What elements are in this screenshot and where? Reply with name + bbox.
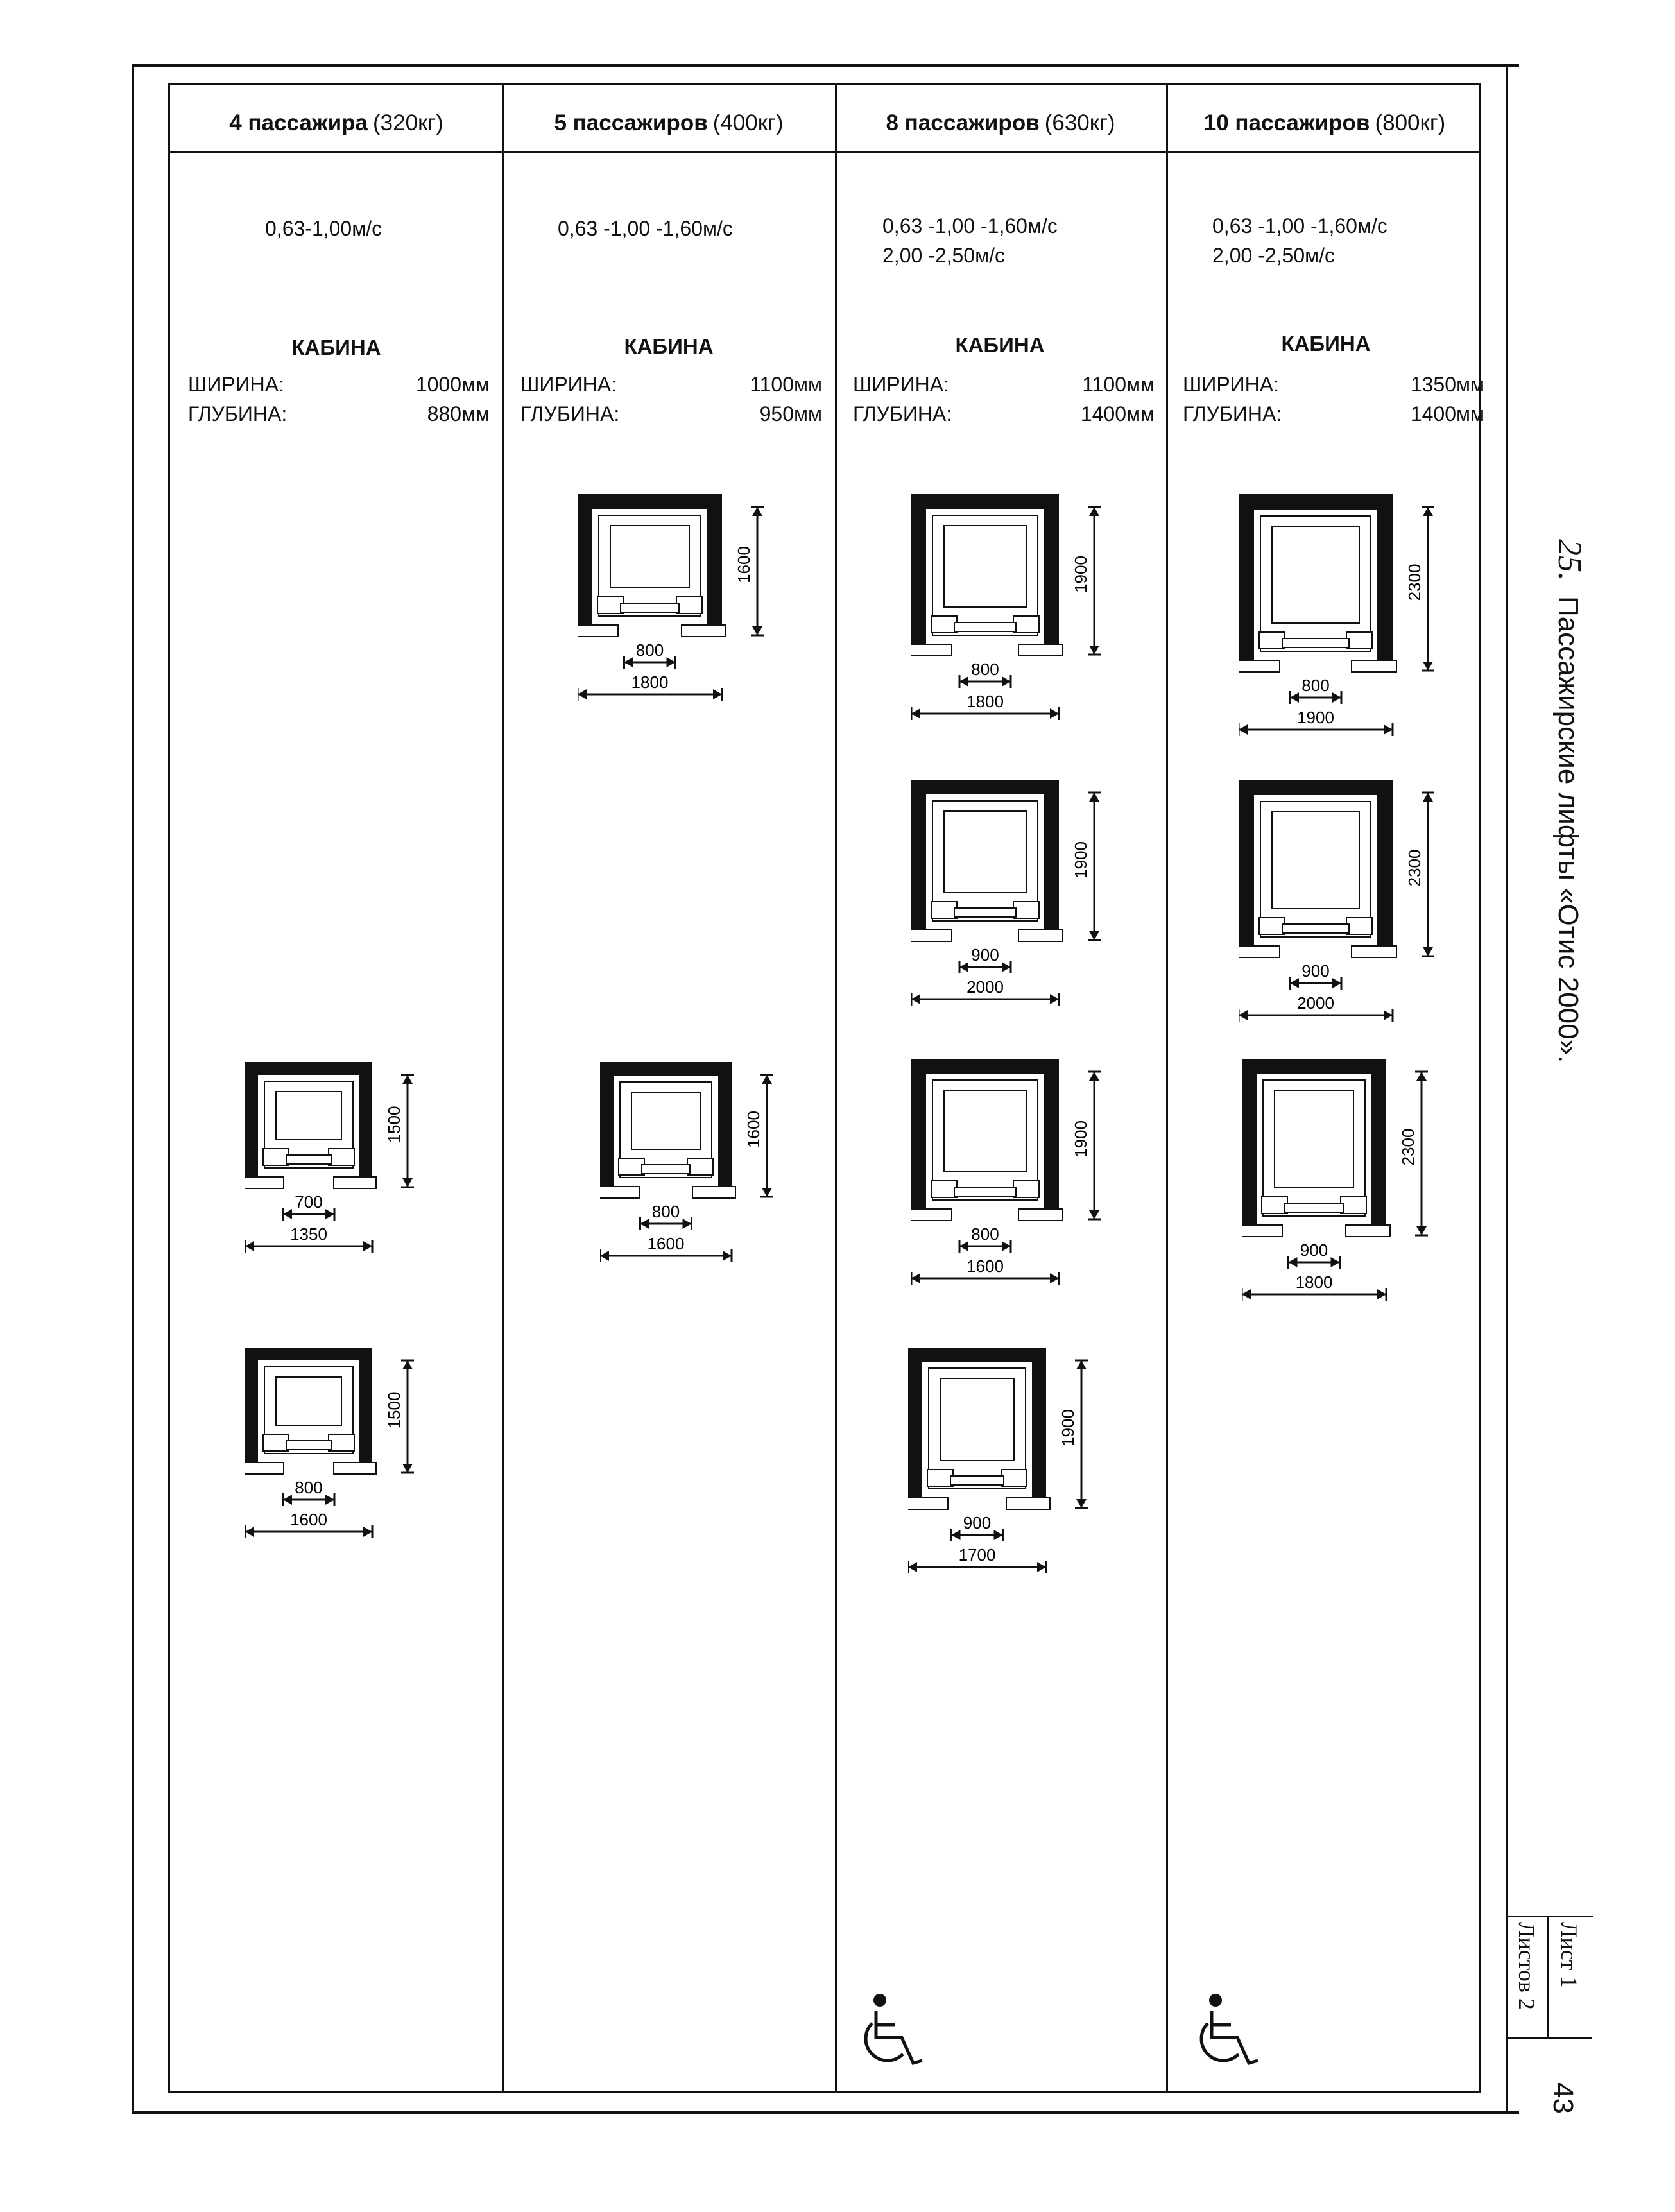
shaft-wall: [1239, 780, 1254, 950]
shaft-wall: [911, 1059, 1059, 1074]
cabin-width-row: ШИРИНА: 1000мм: [188, 373, 490, 396]
shaft-plan: [911, 494, 1123, 744]
door-width-label: 900: [963, 1513, 992, 1532]
shaft-wall: [1044, 1059, 1059, 1213]
door-width-label: 900: [971, 945, 999, 965]
door-width-label: 800: [971, 1224, 999, 1244]
shaft-wall: [245, 1348, 258, 1466]
shaft-wall: [600, 1062, 732, 1076]
cabin-width-row: ШИРИНА: 1350мм: [1183, 373, 1484, 396]
shaft-plan: [1242, 1059, 1450, 1325]
shaft-wall: [1371, 1059, 1386, 1229]
cabin-outline: [631, 1092, 700, 1149]
door-sill: [1282, 639, 1349, 647]
column-header-4: 4 пассажира (320кг): [229, 110, 443, 135]
shaft-width-label: 1600: [647, 1234, 685, 1253]
depth-dimension-label: 1500: [384, 1391, 404, 1429]
column-divider: [502, 85, 504, 2091]
shaft-width-label: 1800: [966, 692, 1004, 711]
shaft-wall: [245, 1062, 372, 1075]
door-sill: [286, 1441, 331, 1450]
door-sill: [1282, 924, 1349, 933]
door-sill: [642, 1165, 690, 1174]
shaft-width-label: 1900: [1297, 708, 1334, 727]
door-width-label: 800: [971, 660, 999, 679]
shaft-wall: [1032, 1348, 1046, 1502]
depth-dimension-label: 1600: [744, 1111, 763, 1148]
wheelchair-icon: [850, 1993, 934, 2076]
shaft-wall: [707, 494, 722, 629]
depth-dimension-label: 1900: [1058, 1409, 1078, 1446]
cabin-title: КАБИНА: [1281, 332, 1371, 356]
shaft-wall: [359, 1348, 372, 1466]
depth-dimension-label: 1900: [1071, 1120, 1090, 1158]
cabin-outline: [276, 1092, 341, 1140]
shaft-plan: [245, 1348, 436, 1563]
shaft-wall: [600, 1062, 614, 1190]
shaft-wall: [1044, 780, 1059, 934]
shaft-wall: [245, 1062, 258, 1181]
shaft-plan: [911, 1059, 1123, 1309]
door-width-label: 900: [1301, 961, 1330, 981]
door-sill: [954, 622, 1016, 631]
cabin-outline: [610, 526, 689, 588]
depth-dimension-label: 2300: [1398, 1128, 1418, 1166]
door-sill: [621, 603, 679, 612]
sheet-info-divider: [1547, 1916, 1549, 2037]
cabin-width-row: ШИРИНА: 1100мм: [853, 373, 1155, 396]
shaft-width-label: 1600: [966, 1256, 1004, 1276]
depth-dimension-label: 1900: [1071, 556, 1090, 593]
door-width-label: 700: [295, 1192, 323, 1212]
shaft-wall: [908, 1348, 922, 1502]
column-divider: [1166, 85, 1168, 2091]
door-sill: [286, 1155, 331, 1164]
shaft-wall: [1239, 780, 1393, 795]
shaft-plan: [245, 1062, 436, 1277]
cabin-outline: [1272, 812, 1359, 909]
shaft-wall: [911, 494, 1059, 509]
door-width-label: 900: [1300, 1240, 1328, 1260]
shaft-plan: [578, 494, 786, 725]
depth-dimension-label: 2300: [1405, 563, 1424, 601]
cabin-depth-row: ГЛУБИНА: 880мм: [188, 402, 490, 425]
speed-text: 0,63-1,00м/с: [265, 217, 382, 240]
shaft-wall: [908, 1348, 1046, 1362]
door-sill: [954, 1187, 1016, 1196]
shaft-wall: [1242, 1059, 1257, 1229]
door-width-label: 800: [635, 640, 664, 660]
shaft-wall: [911, 780, 1059, 794]
door-width-label: 800: [651, 1202, 680, 1221]
page-frame-right: [1506, 64, 1508, 2111]
speed-text: 0,63 -1,00 -1,60м/с 2,00 -2,50м/с: [1212, 214, 1387, 267]
shaft-width-label: 1350: [290, 1224, 327, 1244]
speed-text: 0,63 -1,00 -1,60м/с: [558, 217, 733, 240]
cabin-title: КАБИНА: [955, 333, 1045, 357]
depth-dimension-label: 2300: [1405, 849, 1424, 887]
column-header-10: 10 пассажиров (800кг): [1203, 110, 1446, 135]
sheet-info-bottom: [1506, 2037, 1592, 2039]
sheet-title: 25.Пассажирские лифты «Отис 2000».: [1551, 539, 1588, 1063]
page-number: 43: [1547, 2082, 1579, 2114]
shaft-wall: [911, 1059, 926, 1213]
cabin-outline: [944, 811, 1026, 893]
shaft-width-label: 1800: [1295, 1273, 1333, 1292]
cabin-depth-row: ГЛУБИНА: 1400мм: [1183, 402, 1484, 425]
shaft-wall: [1239, 494, 1393, 510]
door-sill: [1285, 1203, 1343, 1212]
depth-dimension-label: 1500: [384, 1106, 404, 1144]
door-sill: [950, 1476, 1004, 1485]
shaft-plan: [1239, 494, 1457, 760]
shaft-wall: [578, 494, 592, 629]
shaft-wall: [911, 494, 926, 648]
cabin-outline: [940, 1378, 1014, 1461]
cabin-outline: [944, 1090, 1026, 1172]
depth-dimension-label: 1900: [1071, 841, 1090, 879]
door-width-label: 800: [1301, 676, 1330, 695]
sheets-label: Листов 2: [1514, 1922, 1540, 2010]
header-divider: [170, 151, 1479, 153]
wheelchair-icon: [1186, 1993, 1269, 2076]
shaft-wall: [718, 1062, 732, 1190]
cabin-outline: [276, 1377, 341, 1425]
door-width-label: 800: [295, 1478, 323, 1497]
shaft-plan: [1239, 780, 1457, 1046]
door-sill: [954, 908, 1016, 917]
shaft-width-label: 1700: [958, 1545, 996, 1565]
cabin-title: КАБИНА: [291, 336, 381, 359]
cabin-title: КАБИНА: [624, 334, 714, 358]
shaft-plan: [908, 1348, 1110, 1598]
column-divider: [835, 85, 837, 2091]
speed-text: 0,63 -1,00 -1,60м/с 2,00 -2,50м/с: [882, 214, 1058, 267]
cabin-outline: [1275, 1090, 1353, 1188]
column-header-8: 8 пассажиров (630кг): [886, 110, 1115, 135]
column-header-5: 5 пассажиров (400кг): [554, 110, 784, 135]
shaft-width-label: 1800: [631, 673, 669, 692]
shaft-wall: [578, 494, 722, 509]
shaft-wall: [1044, 494, 1059, 648]
cabin-outline: [1272, 526, 1359, 623]
shaft-wall: [359, 1062, 372, 1181]
cabin-depth-row: ГЛУБИНА: 950мм: [520, 402, 822, 425]
depth-dimension-label: 1600: [734, 546, 753, 583]
cabin-depth-row: ГЛУБИНА: 1400мм: [853, 402, 1155, 425]
shaft-plan: [911, 780, 1123, 1030]
shaft-wall: [245, 1348, 372, 1360]
shaft-plan: [600, 1062, 796, 1287]
shaft-wall: [1377, 494, 1393, 664]
shaft-wall: [911, 780, 926, 934]
shaft-width-label: 1600: [290, 1510, 327, 1529]
shaft-wall: [1377, 780, 1393, 950]
cabin-width-row: ШИРИНА: 1100мм: [520, 373, 822, 396]
shaft-width-label: 2000: [1297, 993, 1334, 1013]
cabin-outline: [944, 526, 1026, 607]
shaft-wall: [1242, 1059, 1386, 1074]
sheet-label: Лист 1: [1556, 1922, 1582, 1988]
shaft-wall: [1239, 494, 1254, 664]
shaft-width-label: 2000: [966, 977, 1004, 997]
